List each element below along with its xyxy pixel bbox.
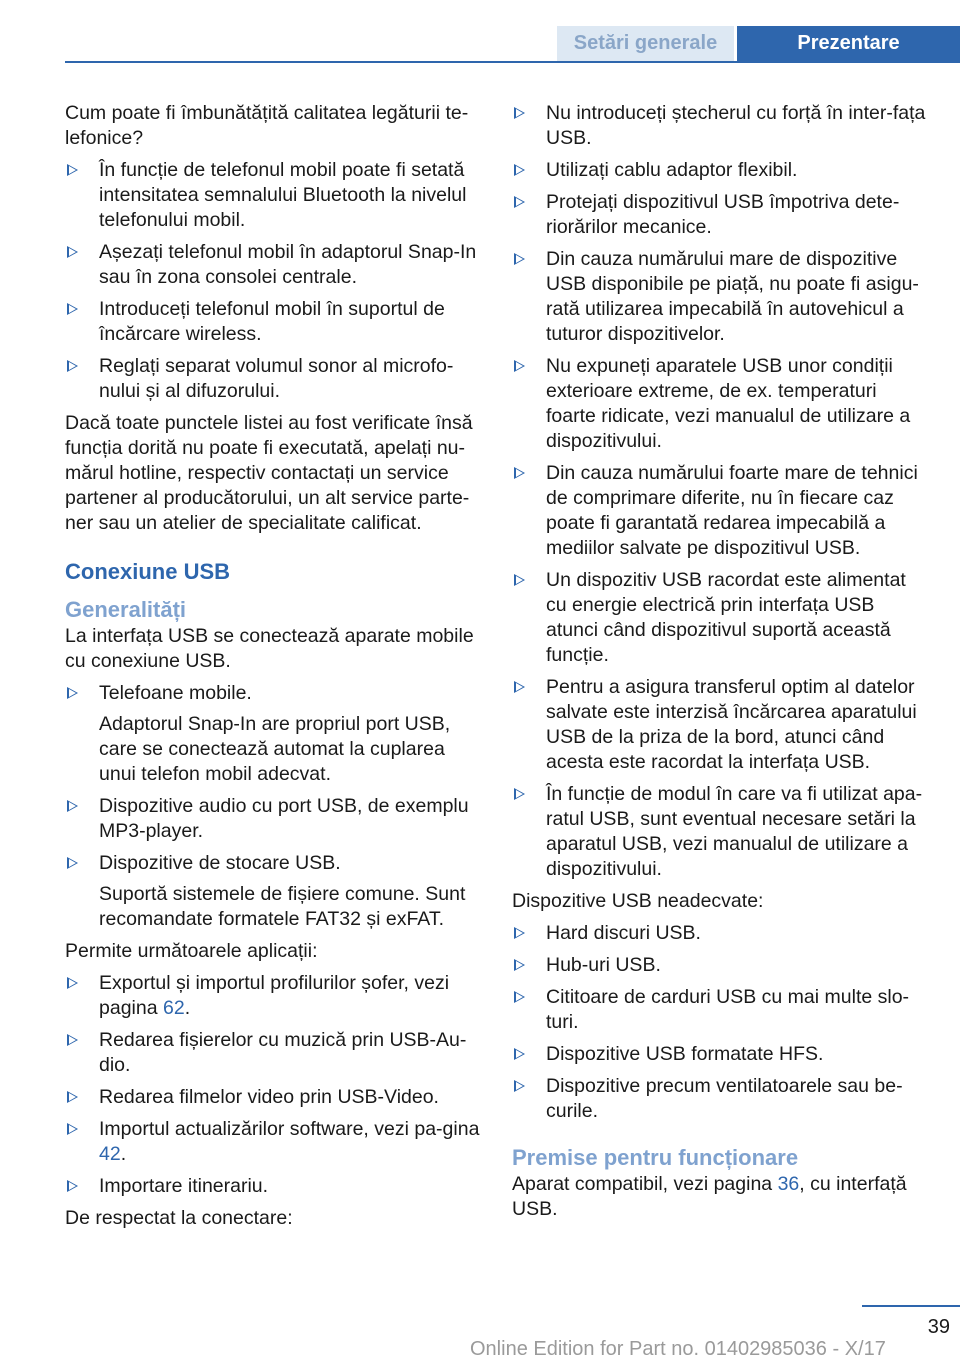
list-item-text: Cititoare de carduri USB cu mai multe slo-turi. xyxy=(546,986,910,1033)
connection-notes-intro: De respectat la conectare: xyxy=(65,1207,293,1229)
list-item-text: Un dispozitiv USB racordat este alimentat cu energie electrică prin interfața USB atunci când dispozitivul suportă această funcție. xyxy=(546,569,906,666)
list-item xyxy=(512,461,926,561)
list-item-text: Dispozitive USB formatate HFS. xyxy=(546,1043,824,1065)
list-item xyxy=(65,1174,480,1199)
list-item-text: În funcție de telefonul mobil poate fi setată intensitatea semnalului Bluetooth la nivelul telefonului mobil. xyxy=(99,159,467,231)
question-paragraph: Cum poate fi îmbunătățită calitatea legăturii te-lefonice? xyxy=(65,102,469,149)
bullet-arrow-icon xyxy=(514,991,525,1003)
bullet-arrow-icon xyxy=(514,253,525,265)
list-item xyxy=(512,953,926,978)
usb-devices-list xyxy=(65,681,480,932)
list-item-text: Dispozitive de stocare USB. xyxy=(99,852,341,874)
bullet-arrow-icon xyxy=(67,246,78,258)
usb-intro-paragraph: La interfața USB se conectează aparate mobile cu conexiune USB. xyxy=(65,625,474,672)
bullet-arrow-icon xyxy=(67,687,78,699)
list-item-text: Hard discuri USB. xyxy=(546,922,701,944)
hotline-paragraph: Dacă toate punctele listei au fost verificate însă funcția dorită nu poate fi executată, apelați nu-mărul hotline, respectiv contactați un service partener al producătorului, un alt service parte-ner sau un atelier de specialitate calificat. xyxy=(65,412,473,534)
bullet-arrow-icon xyxy=(67,1034,78,1046)
list-item xyxy=(512,158,926,183)
bullet-arrow-icon xyxy=(514,959,525,971)
bullet-arrow-icon xyxy=(67,1091,78,1103)
page-link-36[interactable]: 36 xyxy=(777,1173,800,1195)
bullet-arrow-icon xyxy=(67,800,78,812)
unsuitable-devices-intro: Dispozitive USB neadecvate: xyxy=(512,890,764,912)
list-item xyxy=(512,247,926,347)
list-item xyxy=(512,190,926,240)
applications-intro: Permite următoarele aplicații: xyxy=(65,940,318,962)
bullet-arrow-icon xyxy=(514,467,525,479)
bullet-arrow-icon xyxy=(514,1080,525,1092)
header-chapter-tab: Prezentare xyxy=(737,26,960,61)
list-item-text: Pentru a asigura transferul optim al datelor salvate este interzisă încărcarea aparatului USB de la priza de la bord, atunci când acesta este racordat la interfața USB. xyxy=(546,676,917,773)
subheading-general: Generalități xyxy=(65,597,187,622)
bullet-arrow-icon xyxy=(67,1180,78,1192)
bullet-arrow-icon xyxy=(514,196,525,208)
header-rule xyxy=(65,61,960,63)
list-item-text: Importare itinerariu. xyxy=(99,1175,269,1197)
bullet-arrow-icon xyxy=(67,164,78,176)
list-item xyxy=(512,1074,926,1124)
header-section-tab: Setări generale xyxy=(557,26,734,61)
edition-footer: Online Edition for Part no. 01402985036 - X/17 xyxy=(470,1338,886,1360)
list-item xyxy=(512,101,926,151)
list-item-text: În funcție de modul în care va fi utilizat apa-ratul USB, sunt eventual necesare setări la aparatul USB, vezi manualul de utilizare a dispozitivului. xyxy=(546,783,923,880)
list-item-text: Protejați dispozitivul USB împotriva dete-riorărilor mecanice. xyxy=(546,191,900,238)
bullet-arrow-icon xyxy=(514,360,525,372)
bullet-arrow-icon xyxy=(67,1123,78,1135)
requirements-paragraph: Aparat compatibil, vezi pagina 36, cu interfață USB. xyxy=(512,1173,907,1220)
list-item xyxy=(512,354,926,454)
left-column xyxy=(65,101,480,1238)
list-item-text: Exportul și importul profilurilor șofer, vezi pagina 62. xyxy=(99,972,450,1019)
bullet-arrow-icon xyxy=(514,1048,525,1060)
list-item-text: Dispozitive precum ventilatoarele sau be-curile. xyxy=(546,1075,903,1122)
list-item xyxy=(65,158,480,233)
list-item-text: Redarea fișierelor cu muzică prin USB-Au-dio. xyxy=(99,1029,467,1076)
page-number: 39 xyxy=(927,1316,950,1338)
bullet-arrow-icon xyxy=(514,164,525,176)
list-item xyxy=(65,297,480,347)
bullet-arrow-icon xyxy=(67,303,78,315)
list-item xyxy=(65,971,480,1021)
bullet-arrow-icon xyxy=(67,360,78,372)
bullet-arrow-icon xyxy=(514,927,525,939)
unsuitable-devices-list xyxy=(512,921,926,1124)
list-item-subtext: Adaptorul Snap-In are propriul port USB, care se conectează automat la cuplarea unui telefon mobil adecvat. xyxy=(99,713,451,785)
list-item xyxy=(65,1028,480,1078)
bluetooth-tips-list xyxy=(65,158,480,404)
connection-notes-list xyxy=(512,101,926,882)
list-item xyxy=(65,851,480,932)
list-item-text: Din cauza numărului foarte mare de tehnici de comprimare diferite, nu în fiecare caz poate fi garantată redarea impecabilă a mediilor salvate pe dispozitivul USB. xyxy=(546,462,918,559)
list-item-text: Hub-uri USB. xyxy=(546,954,661,976)
list-item-subtext: Suportă sistemele de fișiere comune. Sunt recomandate formatele FAT32 și exFAT. xyxy=(99,883,466,930)
list-item xyxy=(65,1117,480,1167)
list-item-text: Telefoane mobile. xyxy=(99,682,252,704)
list-item-text: Nu introduceți ștecherul cu forță în inter-fața USB. xyxy=(546,102,926,149)
footer-rule xyxy=(862,1305,960,1307)
list-item-text: Din cauza numărului mare de dispozitive USB disponibile pe piață, nu poate fi asigu-rată utilizarea impecabilă în autovehicul a tuturor dispozitivelor. xyxy=(546,248,919,345)
list-item xyxy=(512,568,926,668)
bullet-arrow-icon xyxy=(514,788,525,800)
applications-list xyxy=(65,971,480,1199)
list-item xyxy=(512,675,926,775)
bullet-arrow-icon xyxy=(514,681,525,693)
list-item xyxy=(65,794,480,844)
list-item-text: Dispozitive audio cu port USB, de exemplu MP3-player. xyxy=(99,795,469,842)
bullet-arrow-icon xyxy=(514,107,525,119)
list-item-text: Așezați telefonul mobil în adaptorul Snap-In sau în zona consolei centrale. xyxy=(99,241,477,288)
right-column xyxy=(512,101,926,1229)
list-item xyxy=(512,782,926,882)
page-link-62[interactable]: 62 xyxy=(162,997,185,1019)
list-item xyxy=(65,681,480,787)
list-item xyxy=(65,1085,480,1110)
list-item xyxy=(512,1042,926,1067)
page-link-42[interactable]: 42 xyxy=(99,1143,121,1165)
list-item-text: Reglați separat volumul sonor al microfo-nului și al difuzorului. xyxy=(99,355,454,402)
bullet-arrow-icon xyxy=(67,857,78,869)
list-item-text: Nu expuneți aparatele USB unor condiții exterioare extreme, de ex. temperaturi foarte ridicate, vezi manualul de utilizare a dispozitivului. xyxy=(546,355,911,452)
subheading-requirements: Premise pentru funcționare xyxy=(512,1145,799,1170)
list-item xyxy=(512,921,926,946)
list-item xyxy=(512,985,926,1035)
section-heading-usb: Conexiune USB xyxy=(65,559,231,584)
list-item-text: Importul actualizărilor software, vezi pa-gina 42. xyxy=(99,1118,480,1165)
list-item xyxy=(65,240,480,290)
bullet-arrow-icon xyxy=(514,574,525,586)
list-item-text: Utilizați cablu adaptor flexibil. xyxy=(546,159,798,181)
list-item-text: Introduceți telefonul mobil în suportul de încărcare wireless. xyxy=(99,298,445,345)
list-item-text: Redarea filmelor video prin USB-Video. xyxy=(99,1086,439,1108)
bullet-arrow-icon xyxy=(67,977,78,989)
list-item xyxy=(65,354,480,404)
